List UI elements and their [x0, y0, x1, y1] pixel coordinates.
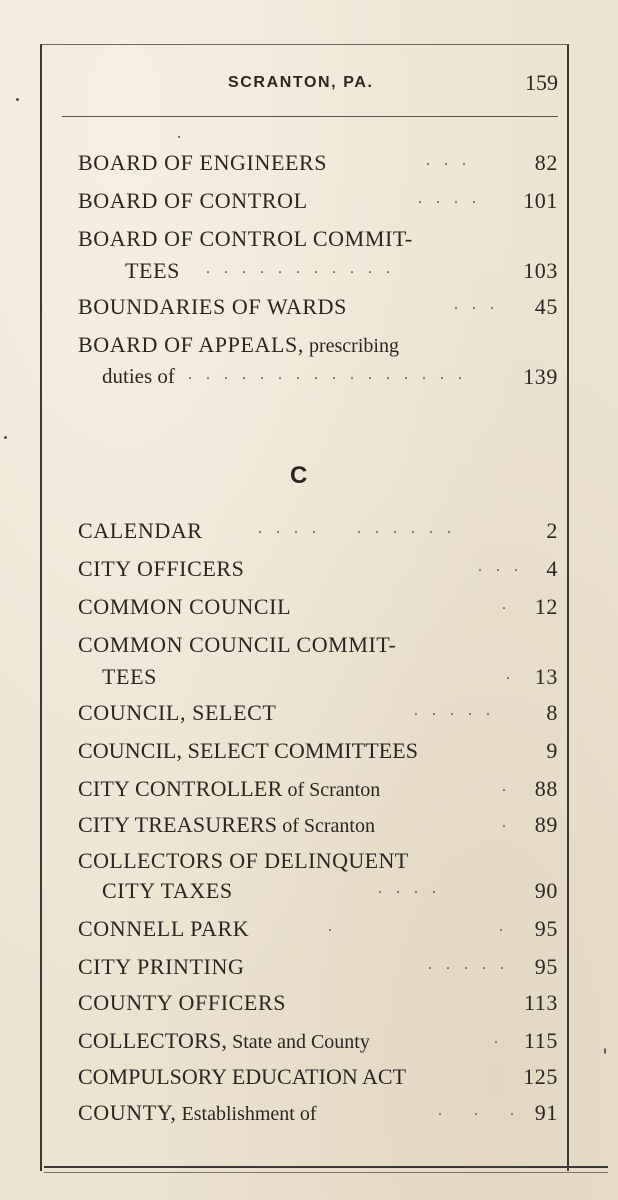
entry-page: 13	[534, 664, 558, 689]
index-entry	[78, 594, 558, 628]
index-entry	[78, 916, 558, 950]
index-entry	[78, 294, 558, 328]
entry-title: COMMON COUNCIL COMMIT-	[78, 632, 397, 657]
entry-continuation: TEES	[102, 664, 157, 689]
bottom-rule	[44, 1166, 608, 1168]
leader-dots: . . .	[478, 558, 523, 575]
index-entry	[78, 990, 558, 1024]
entry-title: BOUNDARIES OF WARDS	[78, 294, 347, 319]
entry-page: 115	[524, 1028, 558, 1053]
entry-page: 103	[523, 258, 558, 283]
leader-dots: . . . . .	[414, 702, 495, 719]
leader-dots: . . . .	[418, 190, 481, 207]
header-rule	[62, 116, 558, 117]
entry-title: CITY PRINTING	[78, 954, 245, 979]
leader-dots: . . . . . . . . . . . . . . . .	[188, 366, 467, 383]
entry-title: COUNCIL, SELECT COMMITTEES	[78, 738, 419, 763]
entry-title-caps: CITY TREASURERS	[78, 812, 278, 837]
entry-page: 45	[534, 294, 558, 319]
leader-dots: . . .	[426, 152, 471, 169]
index-entry-continuation	[78, 878, 558, 912]
entry-continuation: TEES	[125, 258, 180, 283]
index-entry	[78, 518, 558, 552]
paper-speck	[604, 1048, 606, 1054]
entry-page: 139	[523, 364, 558, 389]
entry-title	[78, 1100, 317, 1126]
entry-title: COUNCIL, SELECT	[78, 700, 277, 725]
index-entry	[78, 150, 558, 184]
index-entry	[78, 632, 558, 666]
index-entry	[78, 700, 558, 734]
entry-title: COLLECTORS OF DELINQUENT	[78, 848, 409, 873]
leader-dots: . . . . . . . . . . .	[206, 260, 395, 277]
entry-page: 89	[534, 812, 558, 837]
entry-page: 12	[534, 594, 558, 619]
leader-dots: . . . .	[378, 880, 441, 897]
entry-title: COMPULSORY EDUCATION ACT	[78, 1064, 407, 1089]
entry-page: 91	[534, 1100, 558, 1125]
bottom-rule-thin	[44, 1172, 608, 1173]
index-entry	[78, 848, 558, 882]
entry-page: 82	[534, 150, 558, 175]
entry-title: BOARD OF CONTROL	[78, 188, 308, 213]
entry-title-lower: State and County	[227, 1031, 370, 1053]
paper-speck	[178, 136, 180, 138]
index-entry	[78, 776, 558, 810]
entry-page: 2	[546, 518, 558, 543]
entry-page: 101	[523, 188, 558, 213]
entry-title-caps: CITY CONTROLLER	[78, 776, 283, 801]
entry-page: 125	[523, 1064, 558, 1089]
entry-title	[78, 1028, 370, 1054]
entry-title-lower: prescribing	[303, 335, 399, 357]
entry-title: BOARD OF CONTROL COMMIT-	[78, 226, 413, 251]
entry-title-lower: of Scranton	[282, 779, 381, 801]
section-letter-c: C	[290, 462, 308, 489]
index-entry	[78, 556, 558, 590]
index-entry	[78, 1064, 558, 1098]
entry-title	[78, 812, 375, 838]
entry-title: BOARD OF ENGINEERS	[78, 150, 328, 175]
entry-title-caps: COLLECTORS,	[78, 1028, 228, 1053]
leader-dots: . . .	[454, 296, 499, 313]
index-entry-continuation	[78, 364, 558, 398]
entry-title: CALENDAR	[78, 518, 203, 543]
leader-dots: . . . . . . . . . .	[258, 520, 456, 537]
entry-page: 95	[534, 916, 558, 941]
leader-dots: .	[506, 666, 515, 683]
entry-page: 8	[546, 700, 558, 725]
leader-dots: .	[502, 596, 511, 613]
leader-dots: .	[502, 778, 511, 795]
index-entry-continuation	[78, 258, 558, 292]
index-entry-continuation	[78, 664, 558, 698]
entry-title-caps: COUNTY,	[78, 1100, 177, 1125]
entry-title: COUNTY OFFICERS	[78, 990, 287, 1015]
running-header	[78, 68, 558, 104]
page-number: 159	[525, 70, 558, 95]
entry-title	[78, 776, 380, 802]
entry-continuation: CITY TAXES	[102, 878, 233, 903]
paper-speck	[16, 98, 19, 101]
leader-dots: . . .	[438, 1102, 519, 1119]
entry-page: 4	[546, 556, 558, 581]
entry-title-lower: Establishment of	[176, 1103, 317, 1125]
index-entry	[78, 954, 558, 988]
index-entry	[78, 1028, 558, 1062]
entry-page: 113	[524, 990, 558, 1015]
leader-dots: .	[494, 1030, 503, 1047]
entry-page: 90	[534, 878, 558, 903]
entry-continuation: duties of	[102, 364, 175, 388]
entry-title-caps: BOARD OF APPEALS,	[78, 332, 304, 357]
entry-page: 95	[534, 954, 558, 979]
entry-title	[78, 332, 399, 358]
leader-dots: . . . . .	[428, 956, 509, 973]
entry-page: 88	[534, 776, 558, 801]
entry-page: 9	[546, 738, 558, 763]
entry-title-lower: of Scranton	[277, 815, 375, 837]
leader-dots: .	[502, 814, 511, 831]
index-entry	[78, 188, 558, 222]
index-entry	[78, 738, 558, 772]
entry-title: COMMON COUNCIL	[78, 594, 292, 619]
index-entry	[78, 332, 558, 366]
paper-speck	[4, 436, 7, 439]
index-entry	[78, 226, 558, 260]
entry-title: CONNELL PARK	[78, 916, 250, 941]
entry-title: CITY OFFICERS	[78, 556, 245, 581]
running-title: SCRANTON, PA.	[228, 74, 374, 91]
index-entry	[78, 812, 558, 846]
index-entry	[78, 1100, 558, 1134]
leader-dots: . .	[328, 918, 508, 935]
